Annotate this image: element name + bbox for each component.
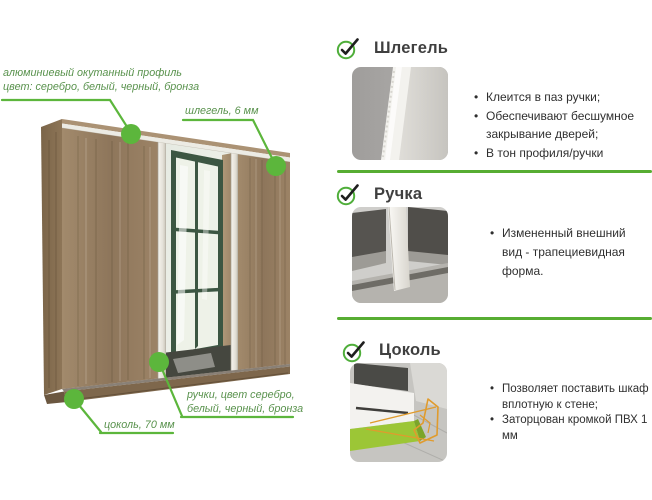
bullet-item: • Обеспечивают бесшумное закрывание дверей; <box>473 107 648 144</box>
dot-schlegel <box>266 156 286 176</box>
handle-bullets <box>489 224 649 281</box>
label-line: шлегель, 6 мм <box>185 105 259 117</box>
check-icon <box>336 181 362 207</box>
label-line: цвет: серебро, белый, черный, бронза <box>3 80 200 93</box>
plinth-photo <box>350 363 447 462</box>
dot-handles <box>149 352 169 372</box>
bullet-item: • Заторцован кромкой ПВХ 1 мм <box>489 413 652 444</box>
mirror-door <box>166 144 231 378</box>
label-line: цоколь, 70 мм <box>104 419 175 431</box>
mirror-reflection-glass-door <box>171 150 223 359</box>
handle-photo <box>352 207 448 303</box>
schlegel-bullets <box>473 88 648 162</box>
bullet-item: • Измененный внешний вид - трапециевидная форма. <box>489 224 649 281</box>
right-wood-door <box>238 154 290 370</box>
handle-profile-left <box>158 142 166 378</box>
handle-profile-right <box>231 153 238 370</box>
label-line: белый, черный, бронза <box>187 402 304 415</box>
bullet-item: • В тон профиля/ручки <box>473 144 648 163</box>
label-schlegel <box>185 105 258 119</box>
section-divider <box>337 170 652 173</box>
wardrobe-side-panel <box>41 119 62 395</box>
section-title-handle: Ручка <box>374 185 423 203</box>
label-handles <box>187 389 303 416</box>
label-line: ручки, цвет серебро, <box>187 389 295 401</box>
plinth-bullets <box>489 382 652 444</box>
check-icon <box>336 35 362 61</box>
label-aluminum-profile <box>3 67 199 94</box>
bullet-item: • Клеится в паз ручки; <box>473 88 648 107</box>
label-plinth <box>104 419 175 433</box>
section-title-schlegel: Шлегель <box>374 39 449 57</box>
left-wood-door <box>62 128 158 389</box>
check-icon <box>342 338 368 364</box>
section-title-plinth: Цоколь <box>379 341 441 359</box>
dot-plinth <box>64 389 84 409</box>
bullet-item: • Позволяет поставить шкаф вплотную к стене; <box>489 382 652 413</box>
section-divider <box>337 317 652 320</box>
schlegel-photo <box>352 67 448 160</box>
label-line: алюминиевый окутанный профиль <box>3 67 182 79</box>
dot-aluminum-profile <box>121 124 141 144</box>
